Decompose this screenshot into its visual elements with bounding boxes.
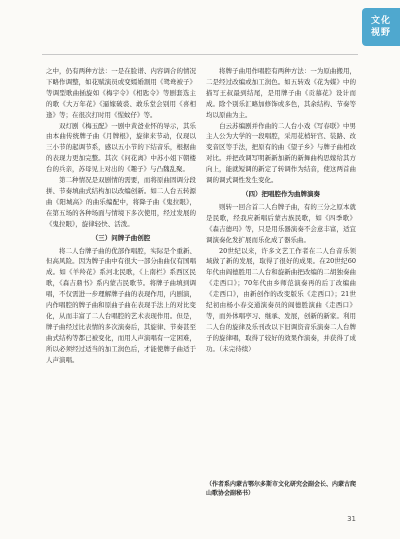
page-number: 31 <box>347 515 356 523</box>
paragraph: 20世纪以来，许多文艺工作者在二人台音乐领域做了新的发展，取得了很好的成果。在20世纪60年代由阎德胜用二人台和旋新曲把改编的二胡独奏曲《走西口》；70年代由乡师范演奏再的后丁改编曲《走西口》，由新创作的改变版乐《走西口》；21世纪初由杨小春交通演奏员的阎德胜演曲《走西口》等，而外体唱亭习、继承、发展，创新的新家。利用二人台的旋律及乐刊改以下旧调资音乐演奏二人台牌子的旋律唱，取得了较好的效果作演奏，并获得了成功。（未完待续） <box>206 246 356 353</box>
paragraph: 将牌子曲用作唱腔有两种方法：一为原曲搬用，二是经过改编或加工润色。如五转戏《花为媒》中的描写王叔最到结尾，是用牌子曲《贡慕花》设计而成。除个别乐汇略加修饰或多色，其余结构、节奏等均以原曲为主。 <box>206 67 356 119</box>
left-column <box>46 66 196 365</box>
paragraph: 将二人台牌子曲的优部作唱腔，实际是个重新、但高风险。因为牌子曲中有很大一部分曲曲仅有国唱成。如《羊羚花》系河北民歌，《上南栏》系西区民歌，《森吉鼎书》系内蒙吉民歌节。将牌子曲填到调唱，不仅需进一步理解牌子曲的表现作用，内剧演，内作唱腔的牌子曲和原曲子曲在表现手法上的对比变化，从而丰富了二人台唱腔的艺术表现作用。但是，牌子曲经过比表情的多次演奏后，其旋律、节奏甚至曲式结构等都已被变化，而用人声演唱有一定困难，所以必须经过适当的加工润色后，才能使牌子曲适于人声演唱。 <box>46 246 196 364</box>
author-note: （作者系内蒙古鄂尔多斯市文化研究会副会长、内蒙古爬山歌协会副秘书） <box>206 481 357 497</box>
section-heading: （三）问牌子曲创腔 <box>91 233 151 242</box>
right-column <box>206 66 356 355</box>
header-rule <box>42 54 358 55</box>
paragraph: 第二种情况是双剧情的需要，而将原曲固调分段拼、节奏填曲式结构加以改编创新。如二人台五转源曲《阳城高》的曲乐编配中，将降子曲《鬼拉眼》，在第五场的各种场面与情境下多次使用，经过发展的《鬼拉眼》，旋律轻快、活泼。 <box>46 176 196 228</box>
section-tag-line1: 文化 <box>370 16 391 26</box>
section-heading: （四）把唱腔作为曲牌演奏 <box>242 189 320 198</box>
paragraph: 则转一回合首二人台牌子曲，有的三分之原本就是民歌，经我应新唱后蒙古族民歌，如《四季歌》《森吉德玛》等，只是用乐器演奏不会意丰富，适宜调演奏化发扩展而乐化成了器乐曲。 <box>206 202 356 244</box>
paragraph: 双灯剧《梅玉配》一剧中黄爸业怀的导示，其乐由本曲传统牌子曲《月牌根》，旋律来节动，仅现以三小节的起调节系，感以五小节的下结音乐，根据曲的表现力更加完整。其次《问花离》中苏小姐下朝楼台的兵亲，苏母见上对出的《趣子》与凸魏乱聚。 <box>46 121 196 174</box>
paragraph: 之中，仍有两种方法：一是在脸谱、内容调合的情况下略作调整，如花赋演员或变嫣婚割用《鸳鸯被子》等调型歌曲插旋如《梅宇令》《相匙令》等剧套选主的歌《大万年花》《逼嫁破裘、敢乐堂会别用《喜相逢》等；在很次打时用《惺蚊仔》等。 <box>46 67 196 119</box>
section-tag-line2: 视野 <box>370 28 391 38</box>
section-tag <box>362 8 400 46</box>
paragraph: 白云苏编剧并作曲的二人台小戏《写春联》中男主人公为大学的一段唱腔，采用花梢轩宫、装路、改变音区等手法，把原有的曲《望子乡》与牌子曲相改对比。并把改调写明新新加新的新舞曲构思嫁给其方向上，能就短调的新定了转调作为结音，使这两首曲调的调式调性发生变化。 <box>206 121 356 185</box>
